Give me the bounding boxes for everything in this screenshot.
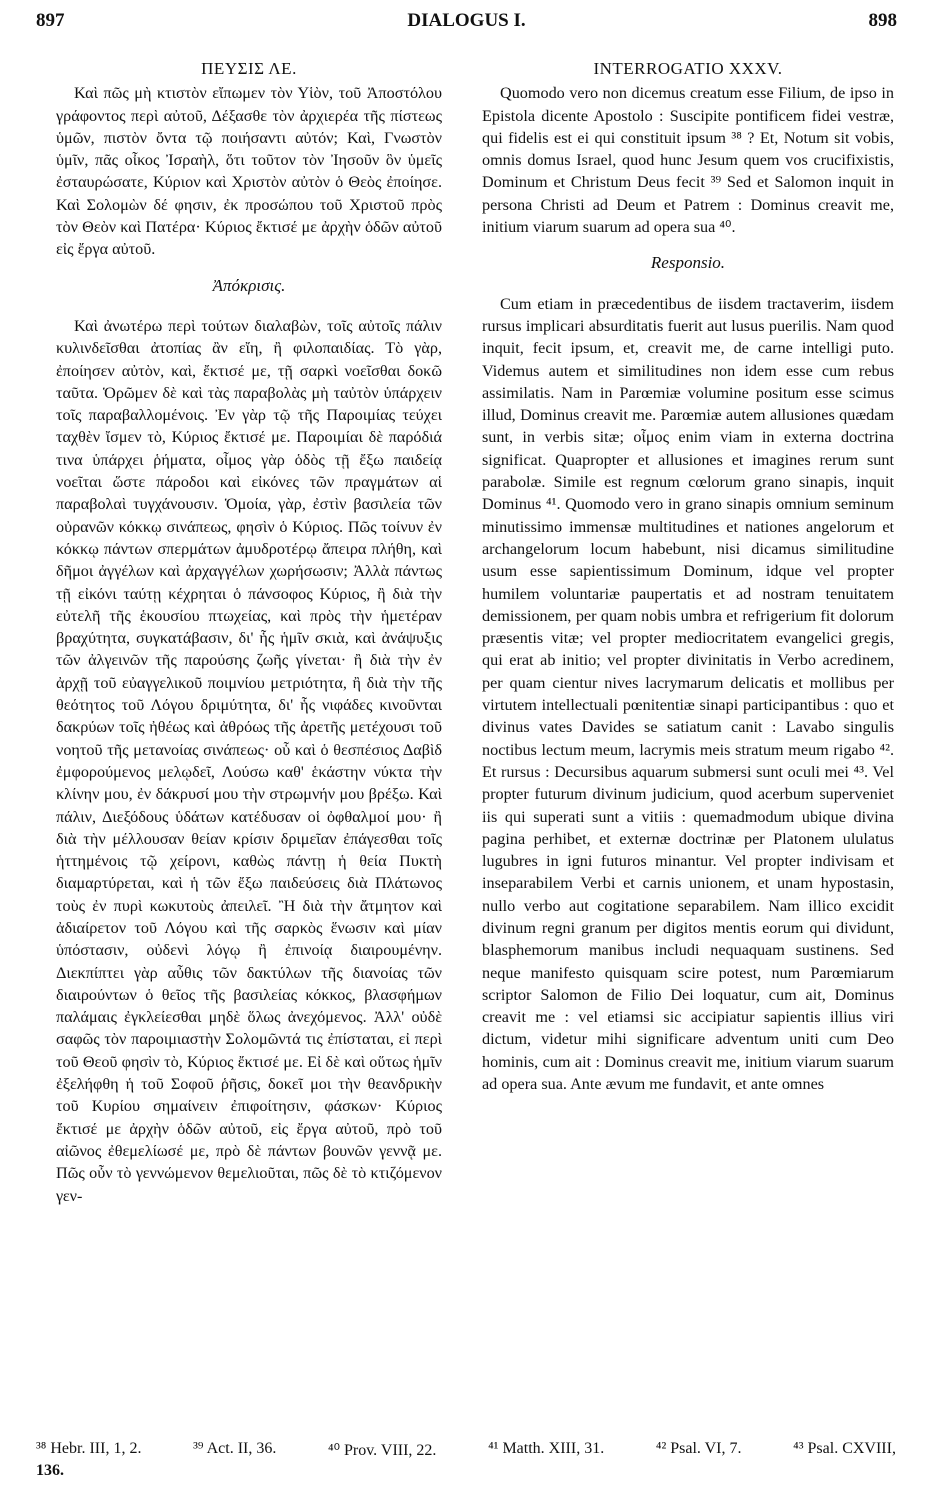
footnote: ³⁹ Act. II, 36. <box>193 1440 277 1457</box>
running-title: DIALOGUS I. <box>407 10 526 31</box>
footnote: ³⁸ Hebr. III, 1, 2. <box>36 1440 142 1457</box>
latin-column <box>482 58 894 1095</box>
left-page-number: 897 <box>36 10 65 31</box>
greek-question-text: Καὶ πῶς μὴ κτιστὸν εἴπωμεν τὸν Υἱὸν, τοῦ Ἀποστόλου γράφοντος περὶ αὐτοῦ, Δέξασθε τὸν ἀρχιερέα τῆς πίστεως ὑμῶν, πιστὸν ὄντα τῷ ποιήσαντι αὐτόν; Καὶ, Γνωστὸν ὑμῖν, πᾶς οἶκος Ἰσραὴλ, ὅτι τοῦτον τὸν Ἰησοῦν ὃν ὑμεῖς ἐσταυρώσατε, Κύριον καὶ Χριστὸν αὐτὸν ὁ Θεὸς ἐποίησε. Καὶ Σολομὼν δέ φησιν, ἐκ προσώπου τοῦ Χριστοῦ πρὸς τὸν Θεὸν καὶ Πατέρα· Κύριος ἔκτισέ με ἀρχὴν ὁδῶν αὐτοῦ εἰς ἔργα αὐτοῦ. <box>56 84 442 259</box>
greek-answer-text: Καὶ ἀνωτέρω περὶ τούτων διαλαβὼν, τοῖς αὐτοῖς πάλιν κυλινδεῖσθαι ἀτοπίας ἂν εἴη, ἢ φιλοπαιδίας. Τὸ γὰρ, ἐποίησεν αὐτὸν, καὶ, ἔκτισέ με, τῇ σαρκὶ νοεῖσθαι δοκῶ ταῦτα. Ὁρῶμεν δὲ καὶ τὰς παραβολὰς μὴ ταὐτὸν ὑπάρχειν τοῖς παραβαλλομένοις. Ἐν γὰρ τῷ τῆς Παροιμίας τεύχει ταχθὲν ἴσμεν τὸ, Κύριος ἔκτισέ με. Παροιμίαι δὲ παρόδιά τινα ὑπάρχει ῥήματα, οἶμος γὰρ ὁδὸς τῇ ἔξω παιδείᾳ νοεῖται ὥστε πάροδοι καὶ εἰκόνες τῶν πραγμάτων αἱ παραβολαὶ τυγχάνουσιν. Ὁμοία, γὰρ, ἐστὶν βασιλεία τῶν οὐρανῶν κόκκῳ σινάπεως, φησὶν ὁ Κύριος. Πῶς τοίνυν ἐν κόκκῳ πάντων σπερμάτων ἀμυδροτέρῳ ἄπειρα πλήθη, καὶ δῆμοι ἀγγέλων καὶ ἀρχαγγέλων χωρήσωσιν; Ἀλλὰ πάντως τῇ εἰκόνι ταύτῃ κέχρηται ὁ πάνσοφος Κύριος, ἢ διὰ τὴν εὐτελῆ τῆς ἑκουσίου πτωχείας, καὶ πρὸς τὴν ἡμετέραν βραχύτητα, συγκατάβασιν, δι' ἧς ἡμῖν σκιὰ, καὶ ἀνάψυξις τῶν ἀλγεινῶν τῆς παρούσης ζωῆς γίνεται· ἢ διὰ τὴν ἐν ἀρχῇ τοῦ εὐαγγελικοῦ ποιμνίου μετριότητα, ἢ διὰ τὴν τῆς θεότητος τοῦ Λόγου δριμύτητα, δι' ἧς νιφάδες κινοῦνται δακρύων τοῖς ἠθέως καὶ ἀθρόως τῆς ἀρετῆς μετέχουσι τοῦ νοητοῦ τῆς μετανοίας σινάπεως· οὗ καὶ ὁ θεσπέσιος Δαβὶδ ἐμφορούμενος μελῳδεῖ, Λούσω καθ' ἑκάστην νύκτα τὴν κλίνην μου, ἐν δάκρυσί μου τὴν στρωμνήν μου βρέξω. Καὶ πάλιν, Διεξόδους ὑδάτων κατέδυσαν οἱ ὀφθαλμοί μου· ἢ διὰ τὴν μέλλουσαν θείαν κρίσιν δριμεῖαν ἐπάγεσθαι τοῖς ἡττημένοις τῷ χείρονι, καθὼς πάντῃ ἡ θεία Πυκτὴ διαμαρτύρεται, καὶ ἡ τῶν ἔξω παιδεύσεις διὰ Πλάτωνος τοὺς ἐν πυρὶ κωκυτοὺς ἀπειλεῖ. Ἢ διὰ τὴν ἄτμητον καὶ ἀδιαίρετον τοῦ Λόγου καὶ τῆς σαρκὸς ἕνωσιν καὶ μίαν ὑπόστασιν, οὐδενὶ λόγῳ ἢ ἐπινοίᾳ διαιρουμένην. Διεκπίπτει γὰρ αὖθις τῶν δακτύλων τῆς διανοίας τῶν διαιρούντων ὁ θεῖος τῆς βασιλείας κόκκος, βλασφήμων παλάμαις ἐγκλείεσθαι μηδὲ ὅλως ἀνεχόμενος. Ἀλλ' οὐδὲ σαφῶς τὸν παροιμιαστὴν Σολομῶντά τις ἐπίσταται, εἰ περὶ τοῦ Θεοῦ φησὶν τὸ, Κύριος ἔκτισέ με. Εἰ δὲ καὶ οὕτως ἡμῖν ἐξελήφθη ἡ τοῦ Σοφοῦ ῥῆσις, δοκεῖ μοι τὴν θεανδρικὴν τοῦ Κυρίου σημαίνειν ἐπιφοίτησιν, φάσκων· Κύριος ἔκτισέ με ἀρχὴν ὁδῶν αὐτοῦ, εἰς ἔργα αὐτοῦ, πρὸ τοῦ αἰῶνος ἐθεμελίωσέ με, πρὸ δὲ πάντων βουνῶν γεννᾷ με. Πῶς οὖν τὸ γεννώμενον θεμελιοῦται, πῶς δὲ τὸ κτιζόμενον γεν- <box>56 316 442 1205</box>
greek-column <box>56 58 442 1207</box>
greek-answer-heading: Ἀπόκρισις. <box>212 275 286 295</box>
page-signature: 136. <box>36 1462 64 1479</box>
footnote: ⁴⁰ Prov. VIII, 22. <box>328 1442 437 1459</box>
footnotes <box>36 1440 896 1460</box>
right-page-number: 898 <box>868 10 897 31</box>
latin-question-heading: INTERROGATIO XXXV. <box>593 59 783 78</box>
footnote: ⁴¹ Matth. XIII, 31. <box>488 1440 605 1457</box>
latin-answer-text: Cum etiam in præcedentibus de iisdem tractaverim, iisdem rursus implicari absurditatis fuerit aut lusus puerilis. Nam quod inquit, fecit ipsum, et, creavit me, de carne intelligi puto. Videmus autem et similitudines non idem esse cum rebus assimilatis. Nam in Parœmiæ volumine positum esse scimus illud, Dominus creavit me. Parœmiæ autem allusiones quædam sunt, in verbis sitæ; οἶμος enim viam in externa doctrina significat. Quapropter et allusiones et imagines rerum sunt parabolæ. Simile est regnum cœlorum grano sinapis, inquit Dominus ⁴¹. Quomodo vero in grano sinapis omnium seminum minutissimo immensæ multitudines et nationes angelorum et archangelorum locum habebunt, nisi dicamus similitudine usum esse sapientissimum Dominum, idque vel propter humilem voluntariæ paupertatis et ad nostram tenuitatem demissionem, per quam nobis umbra et refrigerium fit dolorum præsentis vitæ; vel propter mediocritatem evangelici gregis, qui erat ab initio; vel propter divinitatis in Verbo acredinem, per quam cientur nives lacrymarum delicatis et mollibus per virtutem intellectuali pœnitentiæ sinapi participantibus : quo et divinus vates Davides se satiatum canit : Lavabo singulis noctibus lectum meum, lacrymis meis stratum meum rigabo ⁴². Et rursus : Decursibus aquarum submersi sunt oculi mei ⁴³. Vel propter futurum divinum judicium, quod acerbum superveniet iis qui superati sunt a vitiis : quemadmodum ubique divina pagina perhibet, et externæ doctrinæ per Platonem ululatus lugubres in igni futuros minantur. Vel propter indivisam et inseparabilem Verbi et carnis unionem, et unam hypostasin, nullo verbo aut cogitatione separabilem. Nam illico excidit divinum regni granum per digitos mentis eorum qui dividunt, blasphemorum manibus includi nequaquam sustinens. Sed neque manifesto quisquam scire potest, num Parœmiarum scriptor Salomon de Filio Dei loquatur, cum ait, Dominus creavit me : vel etiamsi sic accipiatur sapientis illius viri dictum, videtur mihi significare adventum uniti cum Deo hominis, cum ait : Dominus creavit me, initium viarum suarum ad opera sua. Ante ævum me fundavit, et ante omnes <box>482 294 894 1094</box>
latin-question-text: Quomodo vero non dicemus creatum esse Filium, de ipso in Epistola dicente Apostolo : Suscipite pontificem fidei vestræ, qui fidelis est ei qui constituit ipsum ³⁸ ? Et, Notum sit vobis, omnis domus Israel, quod hunc Jesum quem vos crucifixistis, Dominum et Christum Deus fecit ³⁹ Sed et Salomon inquit in persona Christi ad Deum et Patrem : Dominus creavit me, initium viarum suarum ad opera sua ⁴⁰. <box>482 84 894 237</box>
running-header <box>36 8 897 38</box>
footnote: ⁴² Psal. VI, 7. <box>655 1440 742 1457</box>
greek-question-heading: ΠΕΥΣΙΣ ΛΕ. <box>201 59 297 78</box>
latin-answer-heading: Responsio. <box>650 253 726 273</box>
footnote: ⁴³ Psal. CXVIII, <box>793 1440 896 1457</box>
